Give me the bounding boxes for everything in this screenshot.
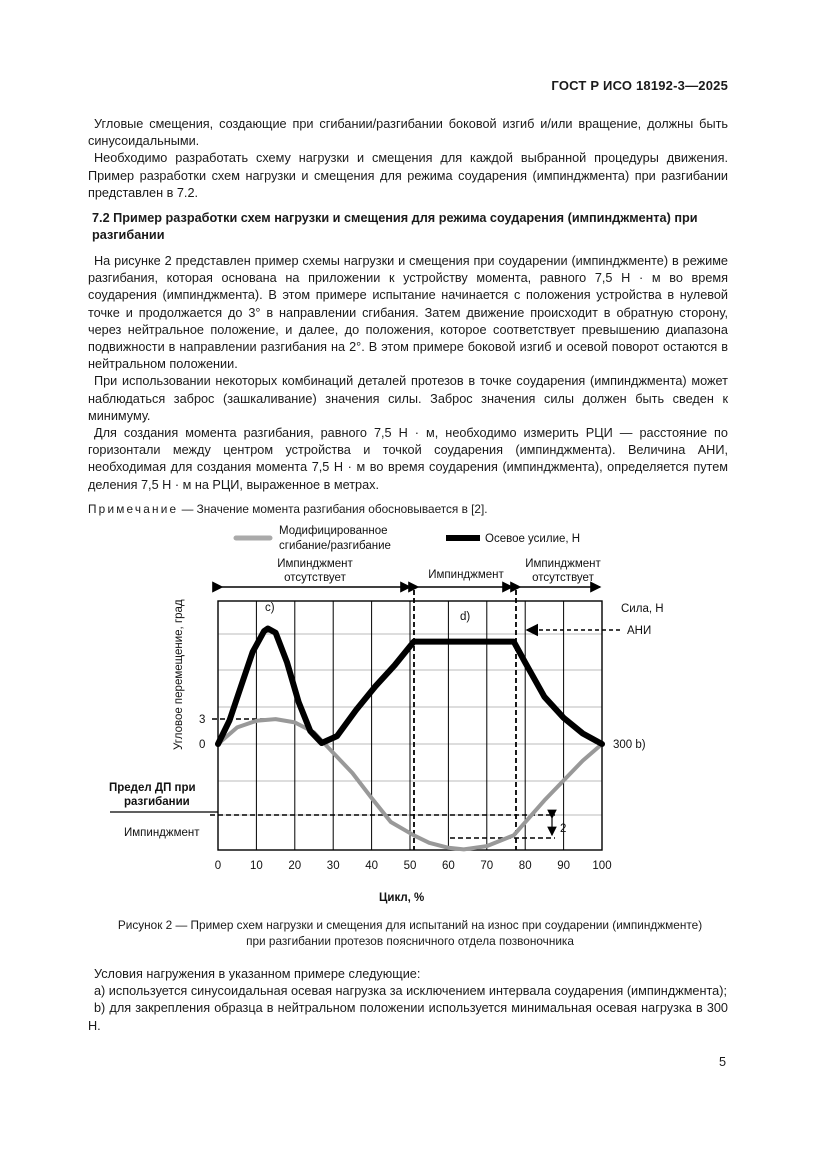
tick-0: 0 — [199, 739, 206, 751]
paragraph: b) для закрепления образца в нейтральном положении используется минимальная осевая нагрузка в 300 Н. — [88, 1001, 728, 1033]
point-b-label: 300 b) — [613, 739, 646, 751]
tick-3: 3 — [199, 714, 206, 726]
point-c-label: c) — [265, 602, 275, 614]
note-label: Примечание — [88, 502, 179, 516]
x-axis-label: Цикл, % — [379, 892, 425, 904]
y-axis-label: Угловое перемещение, град — [173, 599, 185, 750]
caption-line-2: при разгибании протезов поясничного отдела позвоночника — [246, 934, 574, 948]
paragraph: При использовании некоторых комбинаций деталей протезов в точке соударения (импинджмента) может наблюдаться заброс (зашкаливание) значения силы. Заброс значения силы должен быть сведен к минимуму. — [88, 374, 728, 423]
paragraph: Необходимо разработать схему нагрузки и смещения для каждой выбранной процедуры движения. Пример разработки схем нагрузки и смещения для режима соударения (импинджмента) при разгибании представлен в 7.2. — [88, 151, 728, 200]
point-d-label: d) — [460, 611, 471, 623]
paragraph: Для создания момента разгибания, равного 7,5 Н · м, необходимо измерить РЦИ — расстояние по горизонтали между центром устройства и точкой соударения (импинджмента). Величина АНИ, необходимая для создания момента 7,5 Н · м во время соударения (импинджмента), определяется путем деления 7,5 Н · м на РЦИ, выраженное в метрах. — [88, 426, 728, 492]
x-tick-label: 30 — [326, 860, 340, 872]
x-tick-label: 70 — [480, 860, 494, 872]
page-number: 5 — [719, 1055, 727, 1069]
paragraph: Угловые смещения, создающие при сгибании/разгибании боковой изгиб и/или вращение, должны быть синусоидальными. — [88, 117, 728, 149]
legend-gray-label-2: сгибание/разгибание — [279, 540, 391, 552]
note-text: — Значение момента разгибания обосновывается в [2]. — [181, 502, 488, 516]
phase-label-3a: Импинджмент — [525, 558, 601, 570]
x-tick-label: 50 — [403, 860, 417, 872]
x-tick-label: 40 — [365, 860, 378, 872]
legend-black-label: Осевое усилие, Н — [485, 533, 581, 545]
limit-label-1: Предел ДП при — [109, 782, 196, 794]
figure-caption — [60, 917, 760, 949]
x-tick-label: 100 — [592, 860, 612, 872]
paragraph: На рисунке 2 представлен пример схемы нагрузки и смещения при соударении (импинджменте) в режиме разгибания, которая основана на приложении к устройству момента, равного 7,5 Н · м во время соударения (импинджмента). В этом примере испытание начинается с положения устройства в нулевой точке и продолжается до 3° в направлении сгибания. Затем движение происходит в обратную сторону, через нейтральное положение, и далее, до положения, которое соответствует превышению диапазона подвижности в направлении разгибания на 2°. В этом примере боковой изгиб и осевой поворот остаются в нейтральном положении. — [88, 254, 728, 372]
legend-gray-label-1: Модифицированное — [279, 525, 388, 537]
conditions-text — [88, 966, 728, 1035]
impingement-left-label: Импинджмент — [124, 827, 200, 839]
x-tick-label: 90 — [557, 860, 570, 872]
x-tick-label: 0 — [214, 860, 222, 872]
caption-line-1: Рисунок 2 — Пример схем нагрузки и смещения для испытаний на износ при соударении (импинджменте) — [117, 918, 703, 932]
section-title: Пример разработки схем нагрузки и смещения для режима соударения (импинджмента) при разгибании — [92, 211, 698, 243]
phase-label-3b: отсутствует — [532, 572, 594, 584]
section-number: 7.2 — [92, 211, 110, 225]
ani-label: АНИ — [627, 625, 652, 637]
x-axis-ticks — [215, 860, 612, 872]
phase-label-1b: отсутствует — [284, 572, 346, 584]
x-tick-label: 60 — [442, 860, 455, 872]
x-tick-label: 80 — [518, 860, 532, 872]
phase-label-2: Импинджмент — [428, 569, 504, 581]
paragraph: a) используется синусоидальная осевая нагрузка за исключением интервала соударения (импинджмента); — [94, 984, 727, 999]
y2-axis-label: Сила, Н — [621, 603, 664, 615]
limit-label-2: разгибании — [124, 796, 190, 808]
x-tick-label: 20 — [288, 860, 302, 872]
x-tick-label: 10 — [250, 860, 263, 872]
document-code: ГОСТ Р ИСО 18192-3—2025 — [551, 78, 728, 93]
paragraph: Условия нагружения в указанном примере следующие: — [94, 967, 421, 981]
phase-label-1a: Импинджмент — [277, 558, 353, 570]
dim-2-label: 2 — [560, 823, 567, 835]
